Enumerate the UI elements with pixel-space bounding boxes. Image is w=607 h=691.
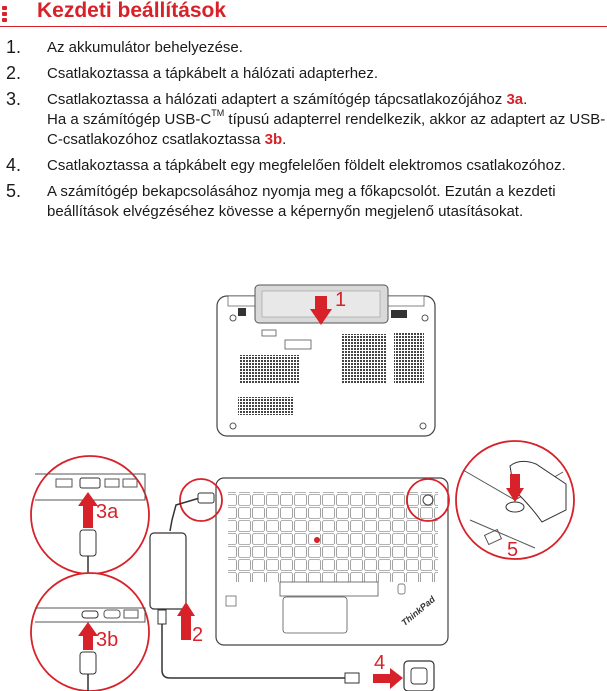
zoom-detail-3a bbox=[31, 456, 149, 574]
step-text: A számítógép bekapcsolásához nyomja meg a főkapcsolót. Ezután a kezdeti beállítások elvégzéséhez kövesse a képernyőn megjelenő utasításokat. bbox=[47, 183, 556, 220]
callout-ref: 3a bbox=[506, 91, 524, 108]
wall-outlet bbox=[404, 661, 434, 691]
callout-ref: 3b bbox=[264, 131, 283, 148]
laptop-top-view bbox=[216, 478, 448, 645]
callout-label: 3b bbox=[96, 629, 119, 651]
step-number: 2. bbox=[6, 63, 22, 83]
step-text: Csatlakoztassa a tápkábelt a hálózati adapterhez. bbox=[47, 65, 379, 82]
step-text: Csatlakoztassa a tápkábelt egy megfelelően földelt elektromos csatlakozóhoz. bbox=[47, 157, 566, 174]
callout-label: 3a bbox=[96, 501, 119, 523]
brand-logo: ThinkPad bbox=[399, 594, 437, 628]
step-text: Ha a számítógép USB-C bbox=[47, 111, 212, 128]
step-text: . bbox=[282, 131, 287, 148]
page-title: Kezdeti beállítások bbox=[37, 0, 227, 22]
callout-label: 1 bbox=[335, 289, 347, 311]
step-text: Csatlakoztassa a hálózati adaptert a számítógép tápcsatlakozójához bbox=[47, 91, 507, 108]
zoom-detail-3b bbox=[31, 573, 149, 691]
callout-label: 5 bbox=[507, 539, 519, 561]
callout-label: 2 bbox=[192, 624, 204, 646]
step-number: 1. bbox=[6, 37, 22, 57]
step-text: típusú adapterrel rendelkezik, akkor az adaptert az USB-C-csatlakozóhoz csatlakoztassa bbox=[47, 111, 606, 148]
step-text: Az akkumulátor behelyezése. bbox=[47, 39, 243, 56]
step-number: 5. bbox=[6, 181, 22, 201]
trademark-mark: TM bbox=[211, 108, 225, 118]
callout-label: 4 bbox=[374, 652, 386, 674]
step-number: 3. bbox=[6, 89, 22, 109]
step-text: . bbox=[523, 91, 528, 108]
step-number: 4. bbox=[6, 155, 22, 175]
